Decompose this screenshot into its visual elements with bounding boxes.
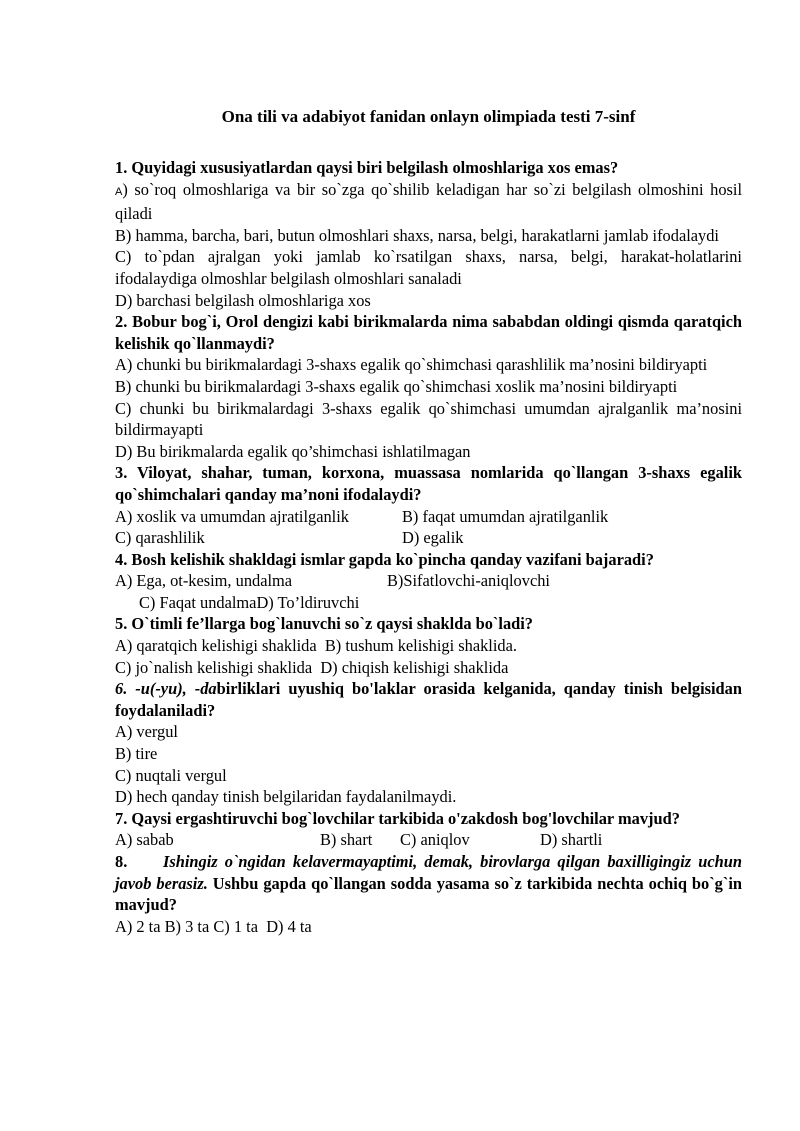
question-2: [115, 311, 742, 462]
question-1-option-b: B) hamma, barcha, bari, butun olmoshlari shaxs, narsa, belgi, harakatlarni jamlab ifodalaydi: [115, 225, 719, 245]
question-1-option-c: C) to`pdan ajralgan yoki jamlab ko`rsatilgan shaxs, narsa, belgi, harakat-holatlarini ifodalaydiga olmoshlar belgilash olmoshlari sanaladi: [115, 247, 742, 288]
question-6-option-c: C) nuqtali vergul: [115, 765, 227, 785]
question-8-option-d: D) 4 ta: [266, 916, 312, 936]
question-5-options-row-1: [115, 635, 742, 657]
question-4-options-row-2: [115, 592, 742, 614]
question-2-option-d: D) Bu birikmalarda egalik qo’shimchasi ishlatilmagan: [115, 441, 471, 461]
question-3-option-c: C) qarashlilik: [115, 528, 205, 548]
question-7: [115, 808, 742, 851]
question-2-option-a: A) chunki bu birikmalardagi 3-shaxs egalik qo`shimchasi qarashlilik ma’nosini bildiryapti: [115, 355, 708, 375]
question-6-rest: birliklari uyushiq bo'laklar orasida kelganida, qanday tinish belgisidan foydalaniladi?: [115, 679, 742, 720]
question-6-option-a: A) vergul: [115, 722, 178, 742]
question-6-italic-part: 6. -u(-yu), -da: [115, 679, 217, 699]
question-7-options-row: [115, 829, 742, 851]
question-4-text: 4. Bosh kelishik shakldagi ismlar gapda ko`pincha qanday vazifani bajaradi?: [115, 549, 654, 569]
question-6-option-b: B) tire: [115, 744, 158, 764]
question-1: [115, 157, 742, 311]
question-7-option-d: D) shartli: [540, 830, 603, 850]
question-2-text: 2. Bobur bog`i, Orol dengizi kabi birikmalarda nima sababdan oldingi qismda qaratqich kelishik qo`llanmaydi?: [115, 312, 742, 353]
question-3: [115, 462, 742, 548]
question-5: [115, 613, 742, 678]
question-7-option-b: B) shart: [320, 830, 373, 850]
question-5-options-row-2: [115, 657, 742, 679]
question-1-option-a: [115, 179, 742, 225]
question-8-option-c: C) 1 ta: [213, 916, 258, 936]
question-3-options-row-2: [115, 527, 742, 549]
question-1-text: 1. Quyidagi xususiyatlardan qaysi biri belgilash olmoshlariga xos emas?: [115, 158, 619, 177]
document-title: Ona tili va adabiyot fanidan onlayn olimpiada testi 7-sinf: [221, 107, 636, 126]
question-8-text: [115, 851, 742, 916]
question-5-option-c: C) jo`nalish kelishigi shaklida: [115, 657, 313, 677]
question-5-option-d: D) chiqish kelishigi shaklida: [320, 657, 509, 677]
question-7-option-c: C) aniqlov: [400, 830, 470, 850]
question-4-option-b: B)Sifatlovchi-aniqlovchi: [387, 571, 550, 591]
question-2-option-b: B) chunki bu birikmalardagi 3-shaxs egalik qo`shimchasi xoslik ma’nosini bildiryapti: [115, 376, 678, 396]
option-a-text: ) so`roq olmoshlariga va bir so`zga qo`shilib keladigan har so`zi belgilash olmoshini hosil qiladi: [115, 179, 742, 224]
question-5-option-b: B) tushum kelishigi shaklida.: [324, 636, 517, 656]
question-8: [115, 851, 742, 937]
question-3-options-row-1: [115, 506, 742, 528]
question-3-option-b: B) faqat umumdan ajratilganlik: [402, 506, 609, 526]
question-7-option-a: A) sabab: [115, 830, 174, 850]
document-page: [115, 106, 742, 937]
question-8-italic-sentence: Ishingiz o`ngidan kelavermayaptimi, demak, birovlarga qilgan baxilligingiz uchun javob berasiz.: [115, 852, 742, 893]
question-4: [115, 549, 742, 614]
question-2-option-c: C) chunki bu birikmalardagi 3-shaxs egalik qo`shimchasi umumdan ajralganlik ma’nosini bildirmayapti: [115, 398, 742, 440]
question-8-options-row: [115, 916, 742, 938]
question-4-option-d: D) To’ldiruvchi: [256, 592, 360, 612]
option-a-letter: A: [115, 185, 123, 198]
question-6-option-d: D) hech qanday tinish belgilaridan faydalanilmaydi.: [115, 787, 457, 807]
question-4-options-row-1: [115, 570, 742, 592]
question-8-option-a: A) 2 ta: [115, 916, 161, 936]
question-6-text: [115, 678, 742, 721]
question-8-rest: Ushbu gapda qo`llangan sodda yasama so`z tarkibida nechta ochiq bo`g`in mavjud?: [115, 873, 742, 915]
question-5-option-a: A) qaratqich kelishigi shaklida: [115, 636, 317, 656]
question-4-option-c: C) Faqat undalma: [139, 592, 257, 612]
question-4-option-a: A) Ega, ot-kesim, undalma: [115, 571, 293, 591]
question-8-number: 8.: [115, 852, 128, 871]
question-1-option-d: D) barchasi belgilash olmoshlariga xos: [115, 290, 371, 310]
question-8-option-b: B) 3 ta: [164, 916, 210, 936]
question-7-text: 7. Qaysi ergashtiruvchi bog`lovchilar tarkibida o'zakdosh bog'lovchilar mavjud?: [115, 808, 680, 828]
question-5-text: 5. O`timli fe’llarga bog`lanuvchi so`z qaysi shaklda bo`ladi?: [115, 614, 534, 634]
question-3-option-d: D) egalik: [402, 528, 464, 548]
question-3-text: 3. Viloyat, shahar, tuman, korxona, muassasa nomlarida qo`llangan 3-shaxs egalik qo`shimchalari qanday ma’noni ifodalaydi?: [115, 463, 742, 504]
question-6: [115, 678, 742, 808]
question-3-option-a: A) xoslik va umumdan ajratilganlik: [115, 506, 349, 526]
